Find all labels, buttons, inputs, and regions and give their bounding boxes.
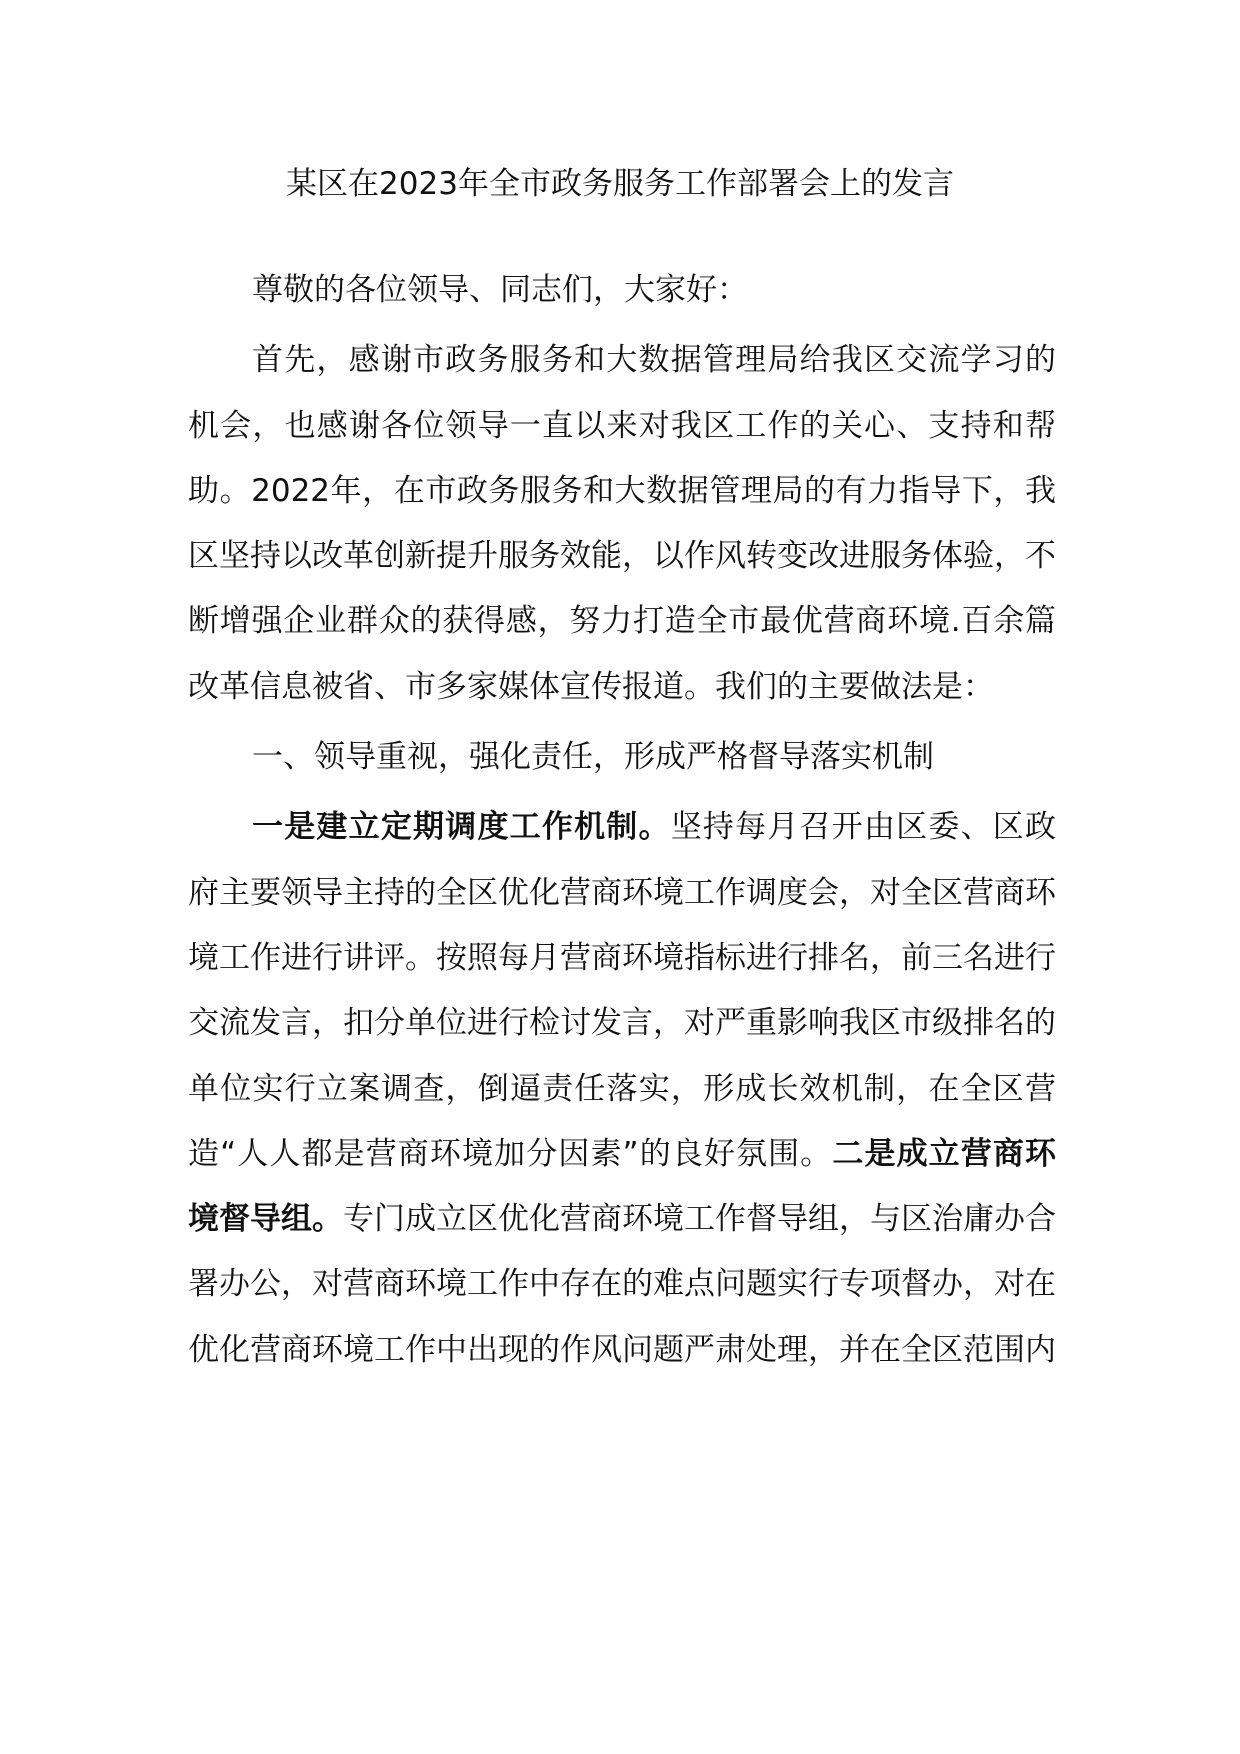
document-title: 某区在2023年全市政务服务工作部署会上的发言: [286, 166, 954, 202]
point-1-title: 一是建立定期调度工作机制。: [252, 809, 671, 846]
document-body: [188, 258, 1056, 1383]
section-heading: 一、领导重视，强化责任，形成严格督导落实机制: [252, 739, 934, 776]
point-1-text: 坚持每月召开由区委、区政府主要领导主持的全区优化营商环境工作调度会，对全区营商环境工作进行讲评。按照每月营商环境指标进行排名，前三名进行交流发言，扣分单位进行检讨发言，对严重影响我区市级排名的单位实行立案调查，倒逼责任落实，形成长效机制，在全区营造“人人都是营商环境加分因素”的良好氛围。: [188, 809, 1057, 1172]
greeting-paragraph: 尊敬的各位领导、同志们，大家好：: [252, 272, 748, 308]
intro-paragraph: 首先，感谢市政务服务和大数据管理局给我区交流学习的机会，也感谢各位领导一直以来对我区工作的关心、支持和帮助。2022年，在市政务服务和大数据管理局的有力指导下，我区坚持以改革创新提升服务效能，以作风转变改进服务体验，不断增强企业群众的获得感，努力打造全市最优营商环境.百余篇改革信息被省、市多家媒体宣传报道。我们的主要做法是：: [188, 342, 1056, 705]
point-2-text: 专门成立区优化营商环境工作督导组，与区治庸办合署办公，对营商环境工作中存在的难点问题实行专项督办，对在优化营商环境工作中出现的作风问题严肃处理，并在全区范围内: [188, 1201, 1056, 1368]
point-2-title: 二是成立营商环境督导组。: [188, 1135, 1056, 1238]
section-paragraph: [188, 795, 1056, 1383]
